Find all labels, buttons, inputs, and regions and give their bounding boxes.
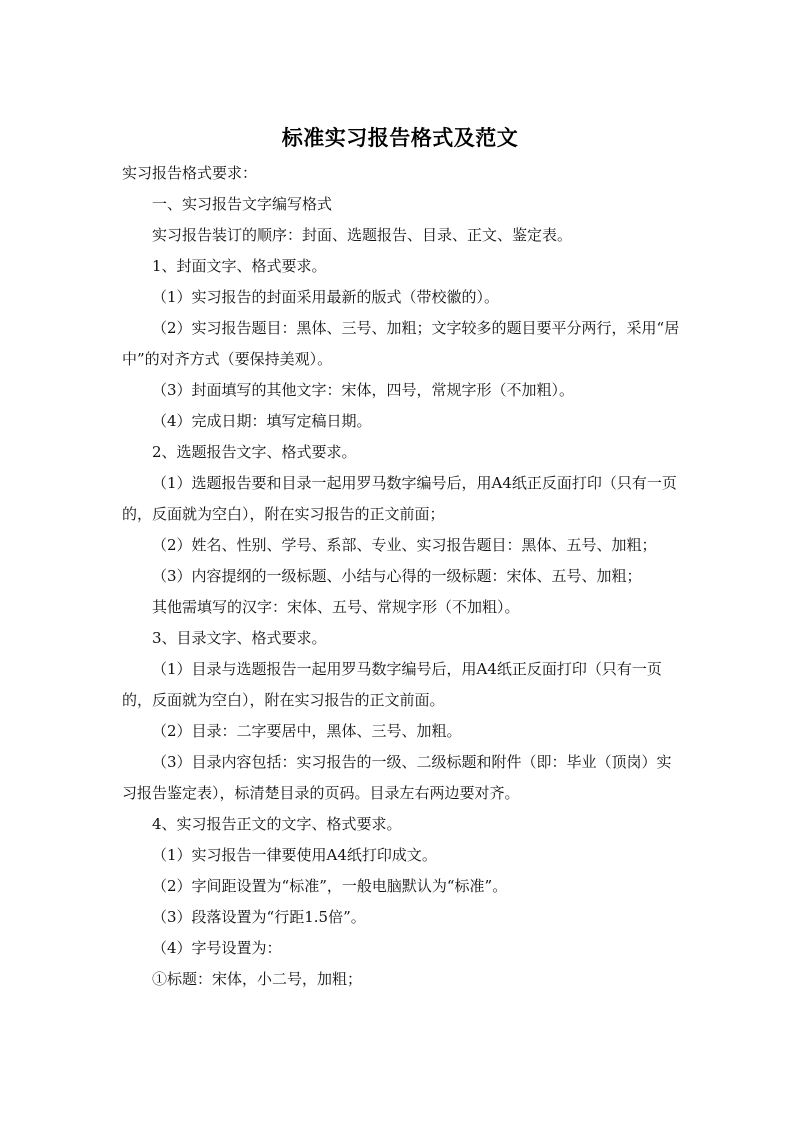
paragraph-cover-4: （4）完成日期：填写定稿日期。 bbox=[152, 412, 372, 430]
document-title: 标准实习报告格式及范文 bbox=[281, 126, 519, 150]
paragraph-body-4: （4）字号设置为： bbox=[152, 939, 282, 957]
paragraph-topic-other: 其他需填写的汉字：宋体、五号、常规字形（不加粗）。 bbox=[152, 598, 520, 616]
heading-contents: 3、目录文字、格式要求。 bbox=[152, 629, 327, 647]
heading-section-1: 一、实习报告文字编写格式 bbox=[152, 195, 333, 213]
paragraph-title-font: ①标题：宋体，小二号，加粗； bbox=[152, 970, 363, 988]
paragraph-cover-2: （2）实习报告题目：黑体、三号、加粗；文字较多的题目要平分两行，采用“居中”的对齐方式（要保持美观）。 bbox=[122, 319, 680, 368]
paragraph-binding-order: 实习报告装订的顺序：封面、选题报告、目录、正文、鉴定表。 bbox=[152, 226, 573, 244]
paragraph-topic-2: （2）姓名、性别、学号、系部、专业、实习报告题目：黑体、五号、加粗； bbox=[152, 536, 657, 554]
paragraph-body-1: （1）实习报告一律要使用A4纸打印成文。 bbox=[152, 846, 437, 864]
paragraph-topic-3: （3）内容提纲的一级标题、小结与心得的一级标题：宋体、五号、加粗； bbox=[152, 567, 642, 585]
paragraph-body-2: （2）字间距设置为“标准”，一般电脑默认为“标准”。 bbox=[152, 877, 508, 895]
document-body bbox=[122, 158, 682, 995]
paragraph-contents-1: （1）目录与选题报告一起用罗马数字编号后，用A4纸正反面打印（只有一页的，反面就为空白），附在实习报告的正文前面。 bbox=[122, 660, 662, 709]
heading-cover: 1、封面文字、格式要求。 bbox=[152, 257, 327, 275]
paragraph-contents-3: （3）目录内容包括：实习报告的一级、二级标题和附件（即：毕业（顶岗）实习报告鉴定表），标清楚目录的页码。目录左右两边要对齐。 bbox=[122, 753, 672, 802]
heading-topic-report: 2、选题报告文字、格式要求。 bbox=[152, 443, 357, 461]
paragraph-cover-1: （1）实习报告的封面采用最新的版式（带校徽的）。 bbox=[152, 288, 500, 306]
paragraph-cover-3: （3）封面填写的其他文字：宋体，四号，常规字形（不加粗）。 bbox=[152, 381, 575, 399]
paragraph-contents-2: （2）目录：二字要居中，黑体、三号、加粗。 bbox=[152, 722, 462, 740]
heading-body-format: 4、实习报告正文的文字、格式要求。 bbox=[152, 815, 402, 833]
paragraph-body-3: （3）段落设置为“行距1.5倍”。 bbox=[152, 908, 366, 926]
paragraph-format-requirements: 实习报告格式要求： bbox=[122, 164, 258, 182]
paragraph-topic-1: （1）选题报告要和目录一起用罗马数字编号后，用A4纸正反面打印（只有一页的，反面就为空白），附在实习报告的正文前面； bbox=[122, 474, 677, 523]
